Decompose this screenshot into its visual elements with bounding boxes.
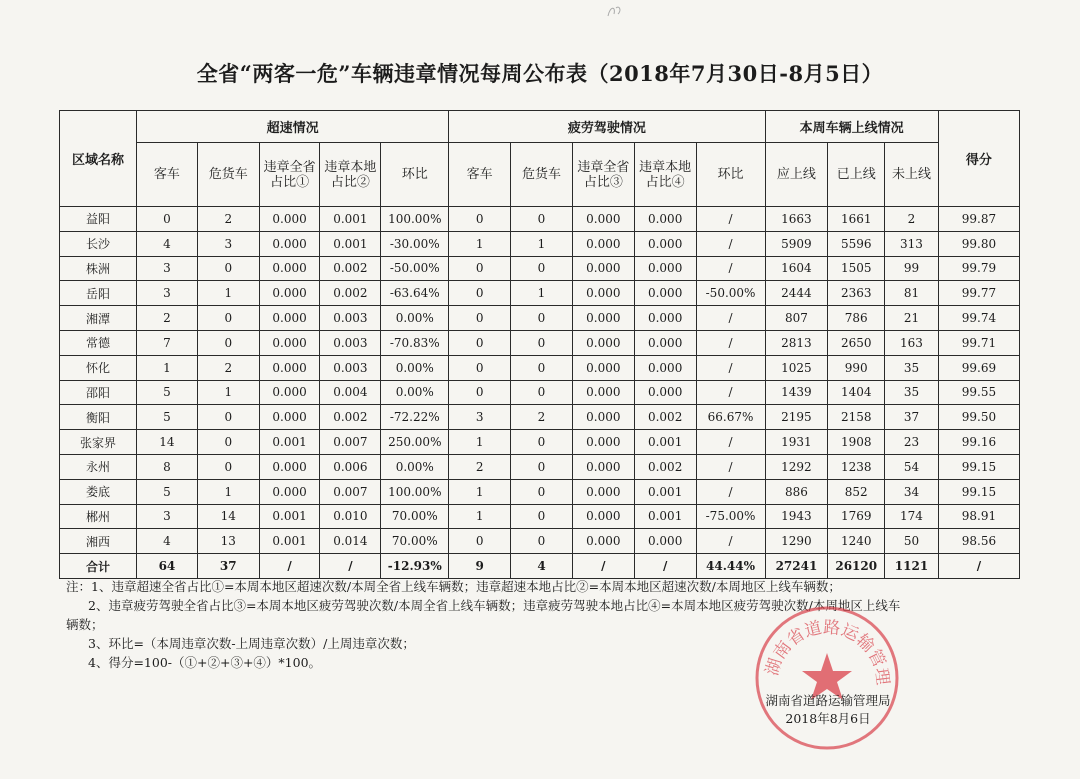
score-cell: 99.15 bbox=[938, 454, 1019, 479]
fatigue-haz-cell: 0 bbox=[511, 306, 573, 331]
speed-haz-cell: 0 bbox=[197, 256, 259, 281]
speed-mom-cell: 0.00% bbox=[381, 454, 449, 479]
online-cell: 1769 bbox=[828, 504, 885, 529]
col-speed-local: 违章本地占比② bbox=[320, 143, 381, 207]
speed-haz-cell: 13 bbox=[197, 529, 259, 554]
fatigue-bus-cell: 1 bbox=[449, 231, 511, 256]
score-cell: 99.74 bbox=[938, 306, 1019, 331]
fatigue-mom-cell: / bbox=[696, 330, 765, 355]
online-cell: 1404 bbox=[828, 380, 885, 405]
fatigue-local-cell: 0.000 bbox=[634, 281, 696, 306]
speed-haz-cell: 2 bbox=[197, 207, 259, 232]
note-4: 4、得分=100-（①+②+③+④）*100。 bbox=[88, 655, 322, 670]
speed-local-cell: 0.002 bbox=[320, 281, 381, 306]
col-should-online: 应上线 bbox=[765, 143, 828, 207]
speed-mom-cell: -63.64% bbox=[381, 281, 449, 306]
fatigue-haz-cell: 1 bbox=[511, 231, 573, 256]
speed-mom-cell: 0.00% bbox=[381, 380, 449, 405]
online-cell: 26120 bbox=[828, 554, 885, 579]
total-row bbox=[60, 554, 1020, 579]
region-name-cell: 郴州 bbox=[60, 504, 137, 529]
fatigue-local-cell: 0.002 bbox=[634, 405, 696, 430]
speed-mom-cell: 250.00% bbox=[381, 430, 449, 455]
table-row bbox=[60, 430, 1020, 455]
should-online-cell: 2813 bbox=[765, 330, 828, 355]
page-title: 全省“两客一危”车辆违章情况每周公布表（2018年7月30日-8月5日） bbox=[196, 61, 884, 86]
speed-haz-cell: 0 bbox=[197, 405, 259, 430]
offline-cell: 99 bbox=[885, 256, 939, 281]
fatigue-mom-cell: / bbox=[696, 454, 765, 479]
table-row bbox=[60, 207, 1020, 232]
online-cell: 2363 bbox=[828, 281, 885, 306]
speed-local-cell: 0.006 bbox=[320, 454, 381, 479]
score-cell: 99.69 bbox=[938, 355, 1019, 380]
fatigue-haz-cell: 0 bbox=[511, 330, 573, 355]
svg-text:湖南省道路运输管理局: 湖南省道路运输管理 bbox=[762, 617, 893, 687]
fatigue-haz-cell: 0 bbox=[511, 479, 573, 504]
offline-cell: 81 bbox=[885, 281, 939, 306]
speed-bus-cell: 3 bbox=[137, 504, 198, 529]
table-row bbox=[60, 479, 1020, 504]
speed-haz-cell: 0 bbox=[197, 330, 259, 355]
speed-local-cell: / bbox=[320, 554, 381, 579]
fatigue-bus-cell: 0 bbox=[449, 207, 511, 232]
header-speeding: 超速情况 bbox=[137, 111, 449, 143]
speed-local-cell: 0.007 bbox=[320, 479, 381, 504]
offline-cell: 174 bbox=[885, 504, 939, 529]
fatigue-prov-cell: / bbox=[572, 554, 634, 579]
fatigue-local-cell: 0.002 bbox=[634, 454, 696, 479]
fatigue-mom-cell: / bbox=[696, 380, 765, 405]
fatigue-mom-cell: / bbox=[696, 306, 765, 331]
table-row bbox=[60, 504, 1020, 529]
speed-prov-cell: 0.000 bbox=[259, 380, 320, 405]
fatigue-prov-cell: 0.000 bbox=[572, 306, 634, 331]
speed-mom-cell: 0.00% bbox=[381, 355, 449, 380]
speed-mom-cell: 0.00% bbox=[381, 306, 449, 331]
fatigue-local-cell: 0.000 bbox=[634, 529, 696, 554]
online-cell: 1238 bbox=[828, 454, 885, 479]
fatigue-local-cell: 0.000 bbox=[634, 207, 696, 232]
should-online-cell: 1943 bbox=[765, 504, 828, 529]
speed-prov-cell: 0.000 bbox=[259, 405, 320, 430]
header-score: 得分 bbox=[938, 111, 1019, 207]
speed-mom-cell: 100.00% bbox=[381, 207, 449, 232]
fatigue-haz-cell: 0 bbox=[511, 454, 573, 479]
score-cell: 99.79 bbox=[938, 256, 1019, 281]
fatigue-bus-cell: 9 bbox=[449, 554, 511, 579]
fatigue-mom-cell: / bbox=[696, 231, 765, 256]
speed-bus-cell: 4 bbox=[137, 231, 198, 256]
region-name-cell: 永州 bbox=[60, 454, 137, 479]
col-speed-mom: 环比 bbox=[381, 143, 449, 207]
speed-prov-cell: 0.000 bbox=[259, 479, 320, 504]
score-cell: 99.15 bbox=[938, 479, 1019, 504]
fatigue-prov-cell: 0.000 bbox=[572, 454, 634, 479]
fatigue-prov-cell: 0.000 bbox=[572, 355, 634, 380]
region-name-cell: 合计 bbox=[60, 554, 137, 579]
fatigue-mom-cell: / bbox=[696, 430, 765, 455]
region-name-cell: 湘潭 bbox=[60, 306, 137, 331]
score-cell: 99.16 bbox=[938, 430, 1019, 455]
speed-mom-cell: -30.00% bbox=[381, 231, 449, 256]
speed-bus-cell: 14 bbox=[137, 430, 198, 455]
col-fatigue-haz: 危货车 bbox=[511, 143, 573, 207]
offline-cell: 313 bbox=[885, 231, 939, 256]
table-row bbox=[60, 256, 1020, 281]
offline-cell: 21 bbox=[885, 306, 939, 331]
speed-bus-cell: 2 bbox=[137, 306, 198, 331]
col-speed-haz: 危货车 bbox=[197, 143, 259, 207]
speed-haz-cell: 3 bbox=[197, 231, 259, 256]
fatigue-prov-cell: 0.000 bbox=[572, 529, 634, 554]
score-cell: 99.50 bbox=[938, 405, 1019, 430]
speed-haz-cell: 1 bbox=[197, 281, 259, 306]
speed-prov-cell: 0.000 bbox=[259, 256, 320, 281]
fatigue-mom-cell: 66.67% bbox=[696, 405, 765, 430]
speed-bus-cell: 7 bbox=[137, 330, 198, 355]
corner-scribble bbox=[604, 2, 626, 22]
speed-local-cell: 0.010 bbox=[320, 504, 381, 529]
speed-local-cell: 0.002 bbox=[320, 256, 381, 281]
speed-local-cell: 0.004 bbox=[320, 380, 381, 405]
fatigue-local-cell: / bbox=[634, 554, 696, 579]
online-cell: 786 bbox=[828, 306, 885, 331]
offline-cell: 23 bbox=[885, 430, 939, 455]
table-row bbox=[60, 281, 1020, 306]
region-name-cell: 株洲 bbox=[60, 256, 137, 281]
fatigue-bus-cell: 2 bbox=[449, 454, 511, 479]
note-3: 3、环比=（本周违章次数-上周违章次数）/上周违章次数； bbox=[88, 636, 415, 651]
fatigue-mom-cell: / bbox=[696, 207, 765, 232]
table-row bbox=[60, 529, 1020, 554]
region-name-cell: 邵阳 bbox=[60, 380, 137, 405]
score-cell: 98.91 bbox=[938, 504, 1019, 529]
speed-local-cell: 0.001 bbox=[320, 231, 381, 256]
offline-cell: 35 bbox=[885, 355, 939, 380]
speed-bus-cell: 0 bbox=[137, 207, 198, 232]
table-row bbox=[60, 405, 1020, 430]
region-name-cell: 常德 bbox=[60, 330, 137, 355]
table-row bbox=[60, 454, 1020, 479]
should-online-cell: 27241 bbox=[765, 554, 828, 579]
score-cell: 99.77 bbox=[938, 281, 1019, 306]
fatigue-bus-cell: 0 bbox=[449, 306, 511, 331]
score-cell: 99.80 bbox=[938, 231, 1019, 256]
region-name-cell: 湘西 bbox=[60, 529, 137, 554]
fatigue-mom-cell: 44.44% bbox=[696, 554, 765, 579]
speed-prov-cell: 0.001 bbox=[259, 529, 320, 554]
note-1: 注：1、违章超速全省占比①=本周本地区超速次数/本周全省上线车辆数；违章超速本地占比②=本周本地区超速次数/本周地区上线车辆数； bbox=[66, 579, 841, 594]
speed-haz-cell: 0 bbox=[197, 306, 259, 331]
fatigue-bus-cell: 0 bbox=[449, 529, 511, 554]
speed-local-cell: 0.003 bbox=[320, 355, 381, 380]
online-cell: 852 bbox=[828, 479, 885, 504]
speed-prov-cell: 0.001 bbox=[259, 504, 320, 529]
col-fatigue-mom: 环比 bbox=[696, 143, 765, 207]
speed-haz-cell: 1 bbox=[197, 380, 259, 405]
speed-prov-cell: 0.000 bbox=[259, 306, 320, 331]
offline-cell: 2 bbox=[885, 207, 939, 232]
region-name-cell: 张家界 bbox=[60, 430, 137, 455]
speed-haz-cell: 2 bbox=[197, 355, 259, 380]
table-row bbox=[60, 355, 1020, 380]
fatigue-haz-cell: 1 bbox=[511, 281, 573, 306]
col-offline: 未上线 bbox=[885, 143, 939, 207]
should-online-cell: 1292 bbox=[765, 454, 828, 479]
speed-haz-cell: 37 bbox=[197, 554, 259, 579]
fatigue-prov-cell: 0.000 bbox=[572, 330, 634, 355]
speed-prov-cell: 0.000 bbox=[259, 281, 320, 306]
speed-haz-cell: 0 bbox=[197, 430, 259, 455]
fatigue-mom-cell: / bbox=[696, 529, 765, 554]
fatigue-mom-cell: / bbox=[696, 256, 765, 281]
speed-mom-cell: -12.93% bbox=[381, 554, 449, 579]
fatigue-haz-cell: 4 bbox=[511, 554, 573, 579]
fatigue-local-cell: 0.001 bbox=[634, 479, 696, 504]
speed-bus-cell: 5 bbox=[137, 479, 198, 504]
speed-prov-cell: 0.000 bbox=[259, 454, 320, 479]
fatigue-local-cell: 0.000 bbox=[634, 355, 696, 380]
fatigue-bus-cell: 1 bbox=[449, 430, 511, 455]
online-cell: 990 bbox=[828, 355, 885, 380]
should-online-cell: 886 bbox=[765, 479, 828, 504]
offline-cell: 1121 bbox=[885, 554, 939, 579]
fatigue-prov-cell: 0.000 bbox=[572, 479, 634, 504]
offline-cell: 163 bbox=[885, 330, 939, 355]
speed-mom-cell: -70.83% bbox=[381, 330, 449, 355]
speed-prov-cell: 0.000 bbox=[259, 207, 320, 232]
fatigue-bus-cell: 3 bbox=[449, 405, 511, 430]
fatigue-local-cell: 0.000 bbox=[634, 256, 696, 281]
region-name-cell: 岳阳 bbox=[60, 281, 137, 306]
should-online-cell: 2444 bbox=[765, 281, 828, 306]
fatigue-bus-cell: 0 bbox=[449, 355, 511, 380]
speed-local-cell: 0.014 bbox=[320, 529, 381, 554]
fatigue-bus-cell: 0 bbox=[449, 330, 511, 355]
online-cell: 1505 bbox=[828, 256, 885, 281]
fatigue-local-cell: 0.000 bbox=[634, 380, 696, 405]
table-row bbox=[60, 380, 1020, 405]
speed-mom-cell: 70.00% bbox=[381, 529, 449, 554]
header-fatigue: 疲劳驾驶情况 bbox=[449, 111, 765, 143]
speed-local-cell: 0.001 bbox=[320, 207, 381, 232]
speed-bus-cell: 1 bbox=[137, 355, 198, 380]
speed-local-cell: 0.003 bbox=[320, 330, 381, 355]
fatigue-mom-cell: / bbox=[696, 355, 765, 380]
issue-date: 2018年8月6日 bbox=[785, 711, 871, 726]
issuer-name: 湖南省道路运输管理局 bbox=[765, 693, 891, 708]
col-online: 已上线 bbox=[828, 143, 885, 207]
fatigue-mom-cell: -75.00% bbox=[696, 504, 765, 529]
fatigue-prov-cell: 0.000 bbox=[572, 281, 634, 306]
fatigue-prov-cell: 0.000 bbox=[572, 256, 634, 281]
fatigue-local-cell: 0.000 bbox=[634, 231, 696, 256]
speed-mom-cell: 70.00% bbox=[381, 504, 449, 529]
speed-bus-cell: 5 bbox=[137, 380, 198, 405]
fatigue-bus-cell: 0 bbox=[449, 256, 511, 281]
header-region: 区域名称 bbox=[60, 111, 137, 207]
speed-bus-cell: 8 bbox=[137, 454, 198, 479]
should-online-cell: 1604 bbox=[765, 256, 828, 281]
speed-local-cell: 0.002 bbox=[320, 405, 381, 430]
fatigue-haz-cell: 0 bbox=[511, 380, 573, 405]
region-name-cell: 长沙 bbox=[60, 231, 137, 256]
score-cell: 98.56 bbox=[938, 529, 1019, 554]
speed-bus-cell: 5 bbox=[137, 405, 198, 430]
fatigue-prov-cell: 0.000 bbox=[572, 380, 634, 405]
fatigue-prov-cell: 0.000 bbox=[572, 430, 634, 455]
should-online-cell: 5909 bbox=[765, 231, 828, 256]
fatigue-bus-cell: 0 bbox=[449, 380, 511, 405]
issuer-block bbox=[748, 692, 908, 728]
table-row bbox=[60, 306, 1020, 331]
score-cell: 99.71 bbox=[938, 330, 1019, 355]
fatigue-prov-cell: 0.000 bbox=[572, 405, 634, 430]
fatigue-haz-cell: 0 bbox=[511, 430, 573, 455]
speed-mom-cell: -72.22% bbox=[381, 405, 449, 430]
score-cell: / bbox=[938, 554, 1019, 579]
fatigue-local-cell: 0.000 bbox=[634, 306, 696, 331]
fatigue-prov-cell: 0.000 bbox=[572, 231, 634, 256]
fatigue-local-cell: 0.001 bbox=[634, 430, 696, 455]
speed-local-cell: 0.003 bbox=[320, 306, 381, 331]
fatigue-haz-cell: 0 bbox=[511, 355, 573, 380]
online-cell: 1908 bbox=[828, 430, 885, 455]
speed-haz-cell: 1 bbox=[197, 479, 259, 504]
should-online-cell: 807 bbox=[765, 306, 828, 331]
online-cell: 2158 bbox=[828, 405, 885, 430]
score-cell: 99.87 bbox=[938, 207, 1019, 232]
official-seal bbox=[752, 603, 902, 753]
online-cell: 5596 bbox=[828, 231, 885, 256]
speed-mom-cell: -50.00% bbox=[381, 256, 449, 281]
offline-cell: 54 bbox=[885, 454, 939, 479]
col-fatigue-prov: 违章全省占比③ bbox=[572, 143, 634, 207]
fatigue-haz-cell: 0 bbox=[511, 529, 573, 554]
offline-cell: 34 bbox=[885, 479, 939, 504]
region-name-cell: 衡阳 bbox=[60, 405, 137, 430]
fatigue-haz-cell: 0 bbox=[511, 207, 573, 232]
online-cell: 2650 bbox=[828, 330, 885, 355]
speed-prov-cell: 0.001 bbox=[259, 430, 320, 455]
fatigue-prov-cell: 0.000 bbox=[572, 207, 634, 232]
violation-table bbox=[59, 110, 1020, 579]
speed-mom-cell: 100.00% bbox=[381, 479, 449, 504]
score-cell: 99.55 bbox=[938, 380, 1019, 405]
should-online-cell: 1025 bbox=[765, 355, 828, 380]
table-body bbox=[60, 207, 1020, 579]
col-speed-bus: 客车 bbox=[137, 143, 198, 207]
fatigue-local-cell: 0.000 bbox=[634, 330, 696, 355]
header-online: 本周车辆上线情况 bbox=[765, 111, 938, 143]
fatigue-haz-cell: 0 bbox=[511, 256, 573, 281]
region-name-cell: 益阳 bbox=[60, 207, 137, 232]
note-2: 2、违章疲劳驾驶全省占比③=本周本地区疲劳驾驶次数/本周全省上线车辆数；违章疲劳驾驶本地占比④=本周本地区疲劳驾驶次数/本周地区上线车 bbox=[88, 598, 901, 613]
should-online-cell: 1290 bbox=[765, 529, 828, 554]
should-online-cell: 2195 bbox=[765, 405, 828, 430]
note-2-cont: 辆数； bbox=[66, 617, 104, 632]
fatigue-prov-cell: 0.000 bbox=[572, 504, 634, 529]
speed-local-cell: 0.007 bbox=[320, 430, 381, 455]
fatigue-local-cell: 0.001 bbox=[634, 504, 696, 529]
offline-cell: 37 bbox=[885, 405, 939, 430]
speed-bus-cell: 64 bbox=[137, 554, 198, 579]
fatigue-haz-cell: 2 bbox=[511, 405, 573, 430]
col-speed-prov: 违章全省占比① bbox=[259, 143, 320, 207]
online-cell: 1240 bbox=[828, 529, 885, 554]
fatigue-bus-cell: 0 bbox=[449, 281, 511, 306]
speed-prov-cell: 0.000 bbox=[259, 330, 320, 355]
online-cell: 1661 bbox=[828, 207, 885, 232]
col-fatigue-local: 违章本地占比④ bbox=[634, 143, 696, 207]
speed-haz-cell: 0 bbox=[197, 454, 259, 479]
offline-cell: 50 bbox=[885, 529, 939, 554]
speed-bus-cell: 3 bbox=[137, 281, 198, 306]
fatigue-bus-cell: 1 bbox=[449, 504, 511, 529]
speed-haz-cell: 14 bbox=[197, 504, 259, 529]
offline-cell: 35 bbox=[885, 380, 939, 405]
region-name-cell: 怀化 bbox=[60, 355, 137, 380]
should-online-cell: 1439 bbox=[765, 380, 828, 405]
fatigue-bus-cell: 1 bbox=[449, 479, 511, 504]
should-online-cell: 1663 bbox=[765, 207, 828, 232]
fatigue-haz-cell: 0 bbox=[511, 504, 573, 529]
should-online-cell: 1931 bbox=[765, 430, 828, 455]
col-fatigue-bus: 客车 bbox=[449, 143, 511, 207]
speed-prov-cell: 0.000 bbox=[259, 231, 320, 256]
speed-prov-cell: 0.000 bbox=[259, 355, 320, 380]
table-row bbox=[60, 231, 1020, 256]
fatigue-mom-cell: / bbox=[696, 479, 765, 504]
speed-bus-cell: 4 bbox=[137, 529, 198, 554]
region-name-cell: 娄底 bbox=[60, 479, 137, 504]
speed-bus-cell: 3 bbox=[137, 256, 198, 281]
speed-prov-cell: / bbox=[259, 554, 320, 579]
table-row bbox=[60, 330, 1020, 355]
fatigue-mom-cell: -50.00% bbox=[696, 281, 765, 306]
